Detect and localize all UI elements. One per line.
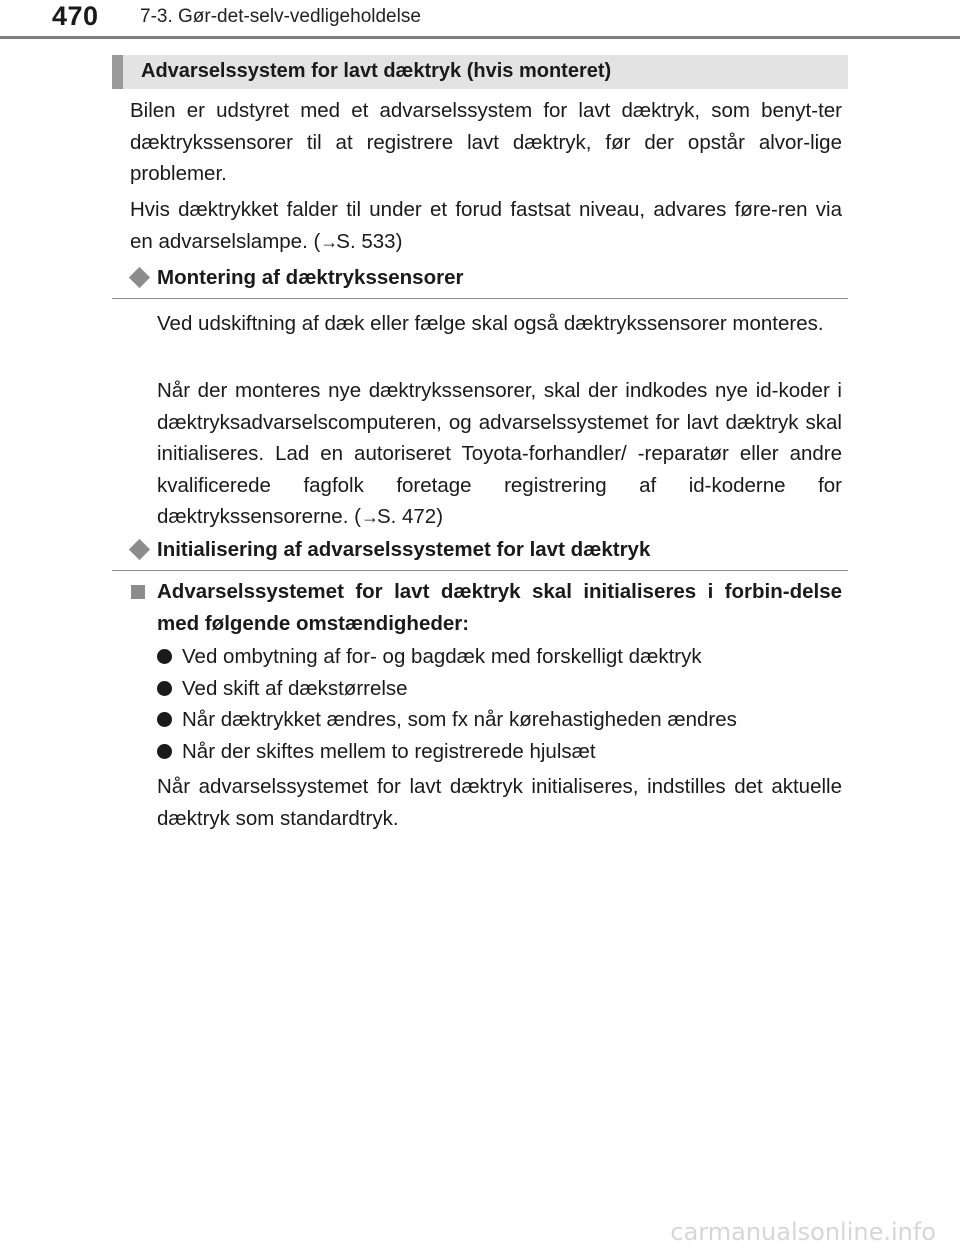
bullet-dot-icon — [157, 744, 172, 759]
conditions-list — [157, 641, 847, 767]
initialization-subheading — [130, 538, 848, 570]
list-item — [157, 704, 847, 736]
list-item — [157, 673, 847, 705]
list-item — [157, 641, 847, 673]
watermark: carmanualsonline.info — [670, 1218, 936, 1246]
conditions-heading: Advarselssystemet for lavt dæktryk skal initialiseres i forbin-delse med følgende omstændigheder: — [157, 580, 842, 635]
intro-paragraph: Bilen er udstyret med et advarselssystem for lavt dæktryk, som benyt-ter dæktrykssensorer til at registrere lavt dæktryk, før der opstår alvor-lige problemer. — [130, 99, 842, 185]
list-item — [157, 736, 847, 768]
page-header — [0, 0, 960, 40]
section-title: Advarselssystem for lavt dæktryk (hvis monteret) — [141, 60, 612, 82]
initialization-heading-label: Initialisering af advarselssystemet for lavt dæktryk — [157, 538, 651, 561]
mounting-paragraph-2 — [157, 375, 842, 534]
square-bullet-icon — [131, 585, 145, 599]
diamond-bullet-icon — [129, 267, 150, 288]
arrow-right-icon: → — [360, 507, 377, 527]
list-item-text: Når der skiftes mellem to registrerede hjulsæt — [182, 739, 596, 763]
mounting-paragraph-1: Ved udskiftning af dæk eller fælge skal også dæktrykssensorer monteres. — [157, 312, 824, 335]
bullet-dot-icon — [157, 649, 172, 664]
arrow-right-icon: → — [320, 231, 337, 252]
list-item-text: Ved ombytning af for- og bagdæk med forskelligt dæktryk — [182, 645, 702, 668]
list-item-text: Ved skift af dækstørrelse — [182, 676, 408, 700]
header-divider — [0, 36, 960, 39]
subheading-divider — [112, 570, 848, 571]
diamond-bullet-icon — [129, 539, 150, 560]
mounting-subheading — [130, 266, 848, 298]
page-number: 470 — [52, 1, 99, 31]
bullet-dot-icon — [157, 712, 172, 727]
mounting-paragraph-2-text: Når der monteres nye dæktrykssensorer, skal der indkodes nye id-koder i dæktryksadvarselscomputeren, og advarselssystemet for lavt dæktryk skal initialiseres. Lad en autoriseret Toyota-forhandler/ -reparatør eller andre kvalificerede fagfolk foretage registrering af id-koderne for dæktrykssensorerne. ( — [157, 379, 842, 528]
page-reference-link[interactable]: S. 533) — [336, 229, 403, 253]
bullet-dot-icon — [157, 681, 172, 696]
warning-paragraph-text: Hvis dæktrykket falder til under et forud fastsat niveau, advares føre-ren via en advarselslampe. ( — [130, 198, 842, 253]
list-item-text: Når dæktrykket ændres, som fx når kørehastigheden ændres — [182, 708, 737, 731]
chapter-title: 7-3. Gør-det-selv-vedligeholdelse — [140, 6, 421, 27]
initialization-result-paragraph: Når advarselssystemet for lavt dæktryk initialiseres, indstilles det aktuelle dæktryk som standardtryk. — [157, 775, 842, 830]
section-title-bar — [112, 55, 848, 89]
mounting-heading-label: Montering af dæktrykssensorer — [157, 266, 464, 289]
subheading-divider — [112, 298, 848, 299]
warning-paragraph — [130, 194, 842, 258]
page-reference-link[interactable]: S. 472) — [376, 505, 444, 528]
